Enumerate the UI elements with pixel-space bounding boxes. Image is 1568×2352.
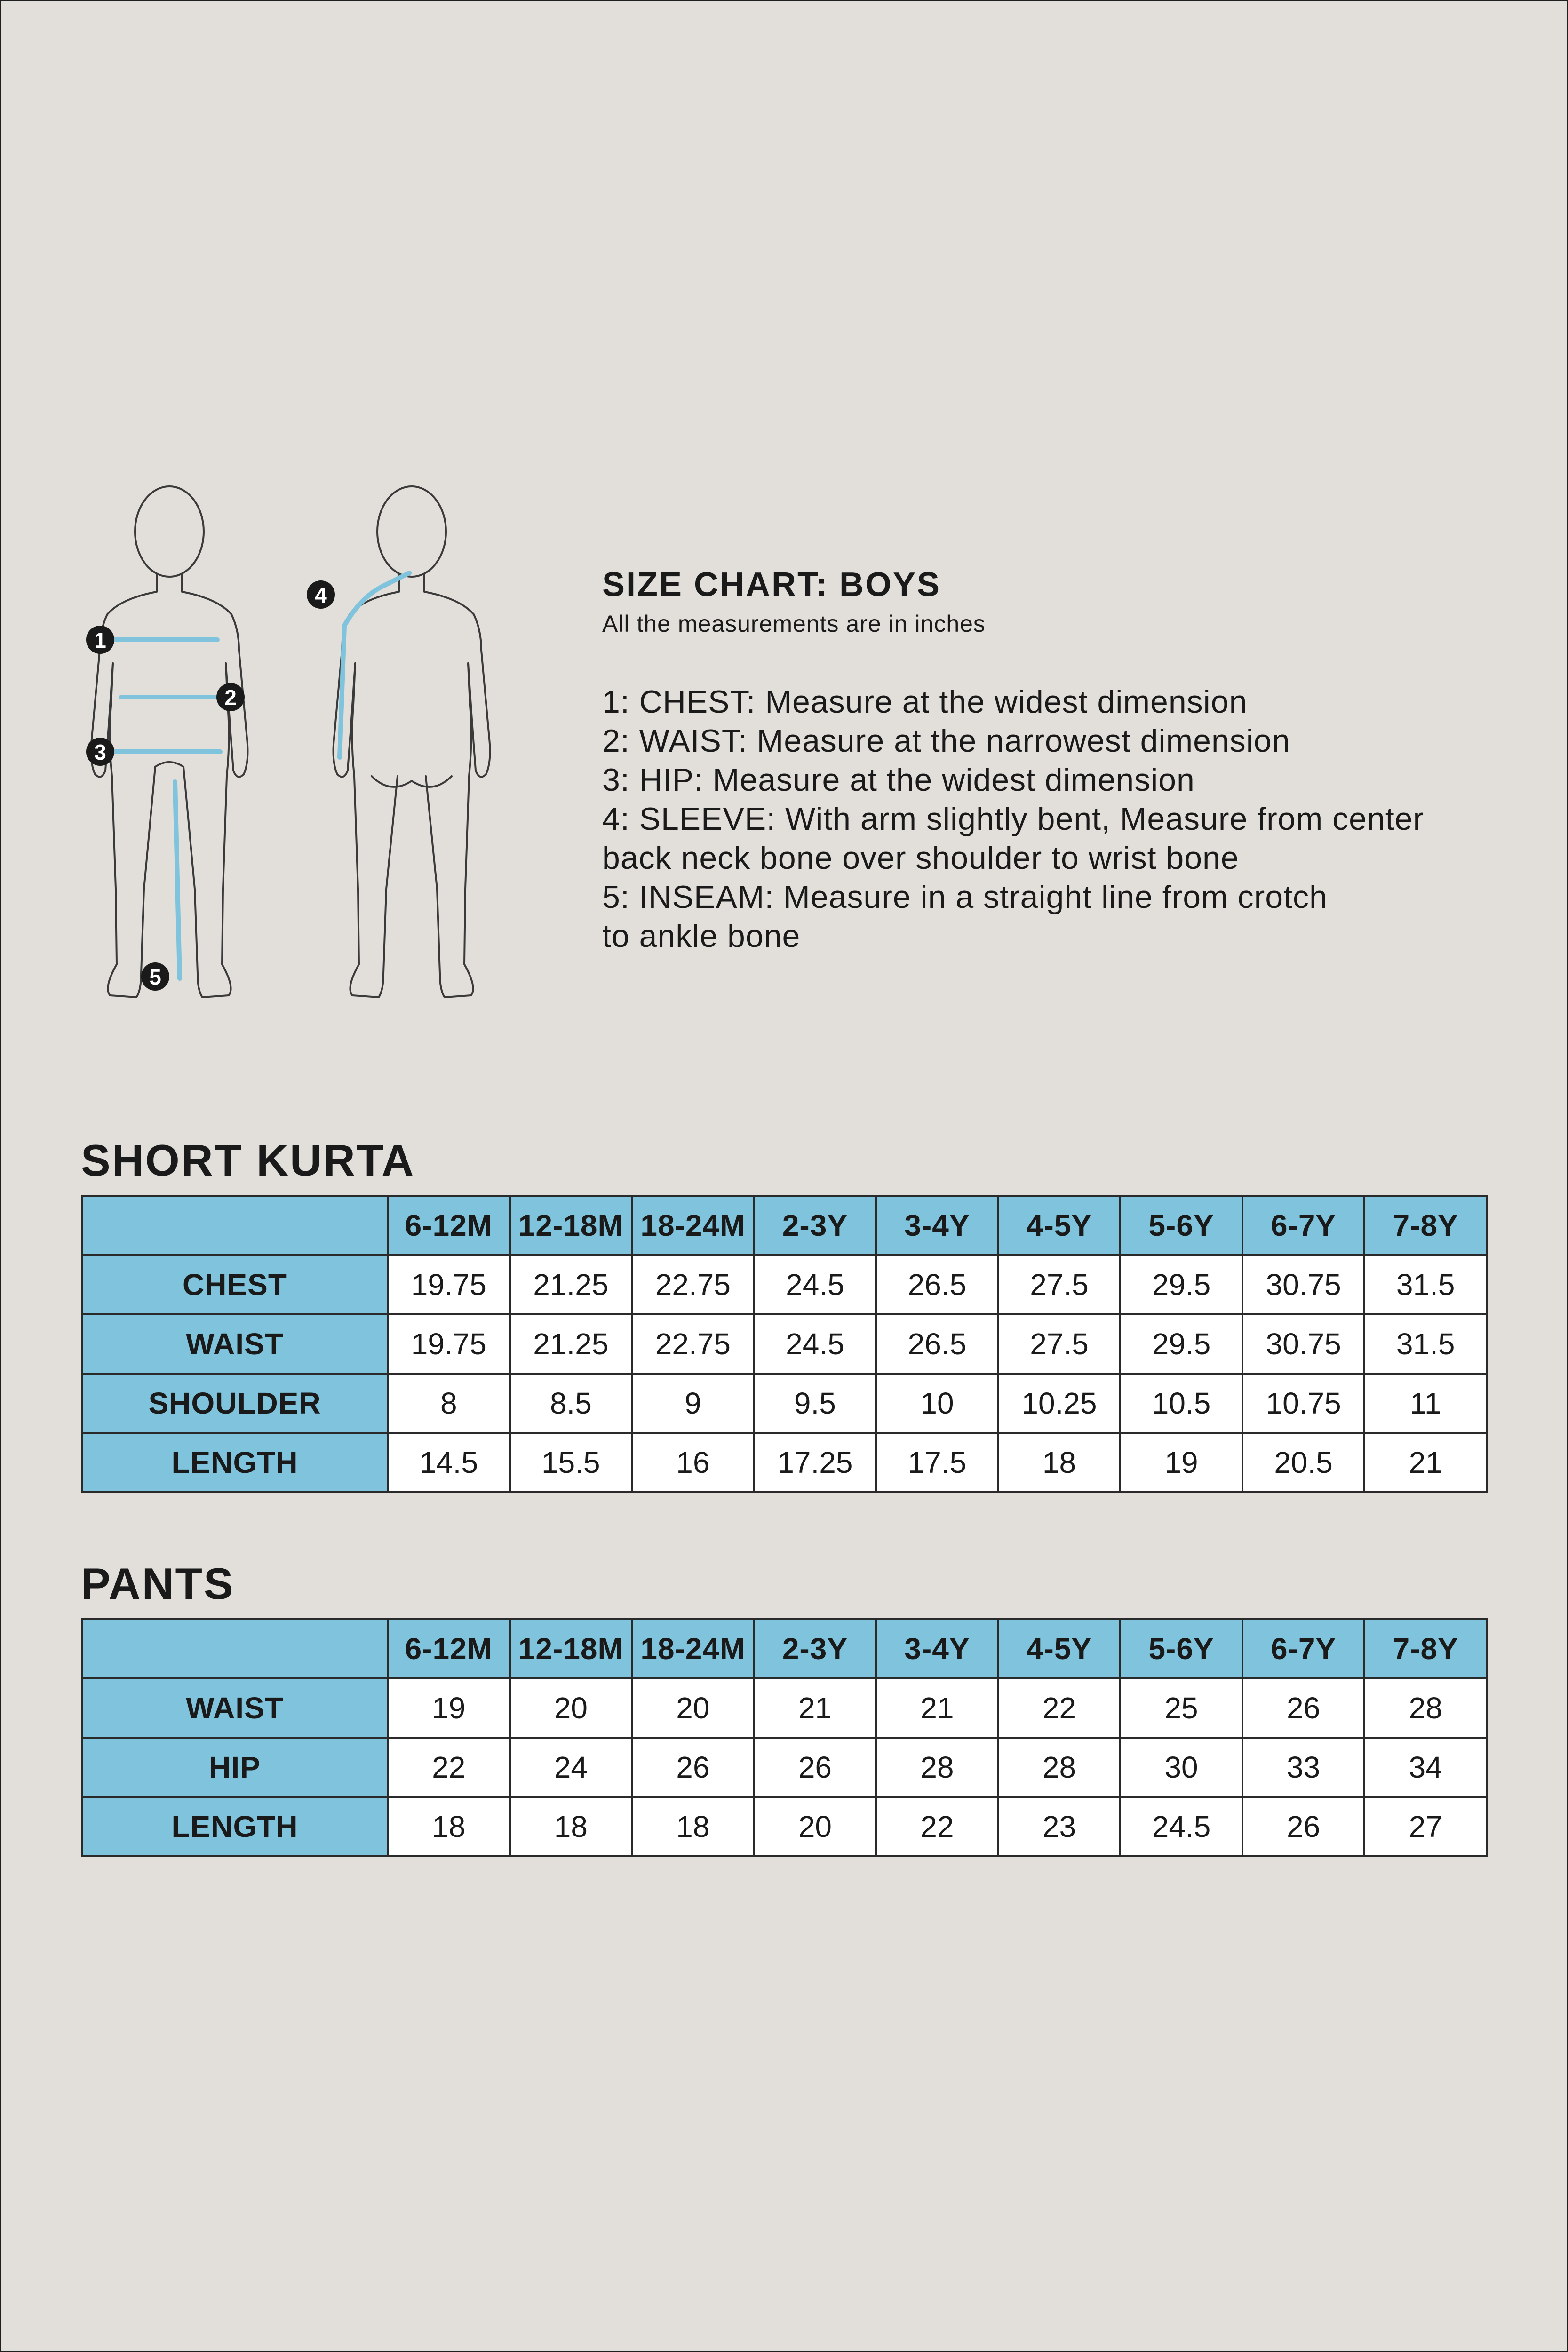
table-cell: 22	[388, 1738, 510, 1797]
table-cell: 11	[1364, 1374, 1487, 1433]
note-line: to ankle bone	[602, 918, 801, 954]
short-kurta-title: SHORT KURTA	[81, 1136, 415, 1185]
size-header: 2-3Y	[754, 1619, 876, 1678]
table-cell: 26	[632, 1738, 754, 1797]
size-header: 3-4Y	[876, 1619, 998, 1678]
table-cell: 34	[1364, 1738, 1487, 1797]
back-figure	[334, 486, 490, 997]
table-cell: 19	[388, 1678, 510, 1738]
marker-2-label: 2	[224, 685, 237, 710]
size-header: 18-24M	[632, 1619, 754, 1678]
table-cell: 24.5	[754, 1314, 876, 1374]
table-cell: 18	[998, 1433, 1121, 1492]
table-cell: 18	[388, 1797, 510, 1856]
table-header-row	[82, 1619, 1487, 1678]
table-cell: 28	[1364, 1678, 1487, 1738]
table-cell: 25	[1120, 1678, 1242, 1738]
table-row	[82, 1433, 1487, 1492]
note-line: 3: HIP: Measure at the widest dimension	[602, 762, 1195, 798]
table-cell: 22.75	[632, 1314, 754, 1374]
marker-3	[86, 738, 114, 766]
table-cell: 18	[632, 1797, 754, 1856]
table-cell: 24.5	[754, 1255, 876, 1314]
table-row	[82, 1678, 1487, 1738]
table-row	[82, 1255, 1487, 1314]
note-line: 4: SLEEVE: With arm slightly bent, Measure from center	[602, 801, 1425, 837]
table-cell: 20	[754, 1797, 876, 1856]
table-cell: 20	[632, 1678, 754, 1738]
size-header: 6-7Y	[1242, 1196, 1365, 1255]
note-line: 1: CHEST: Measure at the widest dimension	[602, 684, 1248, 720]
row-label: LENGTH	[82, 1797, 388, 1856]
size-header: 6-12M	[388, 1196, 510, 1255]
size-header: 3-4Y	[876, 1196, 998, 1255]
table-cell: 20	[510, 1678, 632, 1738]
table-cell: 24.5	[1120, 1797, 1242, 1856]
size-header: 4-5Y	[998, 1196, 1121, 1255]
pants-title: PANTS	[81, 1559, 235, 1608]
table-cell: 26	[1242, 1678, 1365, 1738]
table-cell: 30.75	[1242, 1255, 1365, 1314]
table-cell: 19.75	[388, 1255, 510, 1314]
row-label: HIP	[82, 1738, 388, 1797]
table-cell: 26.5	[876, 1314, 998, 1374]
table-cell: 9.5	[754, 1374, 876, 1433]
size-header: 4-5Y	[998, 1619, 1121, 1678]
table-cell: 26.5	[876, 1255, 998, 1314]
table-cell: 16	[632, 1433, 754, 1492]
table-cell: 30	[1120, 1738, 1242, 1797]
note-line: 2: WAIST: Measure at the narrowest dimension	[602, 723, 1290, 759]
short-kurta-table	[81, 1195, 1488, 1493]
table-cell: 28	[998, 1738, 1121, 1797]
size-header: 7-8Y	[1364, 1196, 1487, 1255]
table-cell: 26	[1242, 1797, 1365, 1856]
table-cell: 23	[998, 1797, 1121, 1856]
size-header: 18-24M	[632, 1196, 754, 1255]
row-label: LENGTH	[82, 1433, 388, 1492]
marker-3-label: 3	[94, 740, 106, 764]
table-cell: 8.5	[510, 1374, 632, 1433]
note-line: 5: INSEAM: Measure in a straight line from crotch	[602, 879, 1328, 915]
table-cell: 20.5	[1242, 1433, 1365, 1492]
table-row	[82, 1738, 1487, 1797]
row-label: CHEST	[82, 1255, 388, 1314]
table-cell: 10.25	[998, 1374, 1121, 1433]
table-cell: 22	[998, 1678, 1121, 1738]
corner-cell	[82, 1196, 388, 1255]
table-cell: 28	[876, 1738, 998, 1797]
marker-1-label: 1	[94, 628, 106, 652]
note-line: back neck bone over shoulder to wrist bone	[602, 840, 1239, 876]
table-cell: 17.5	[876, 1433, 998, 1492]
table-cell: 8	[388, 1374, 510, 1433]
table-row	[82, 1797, 1487, 1856]
table-cell: 31.5	[1364, 1255, 1487, 1314]
marker-4-label: 4	[315, 583, 327, 607]
table-cell: 26	[754, 1738, 876, 1797]
marker-5-label: 5	[149, 965, 161, 989]
row-label: SHOULDER	[82, 1374, 388, 1433]
marker-5	[141, 962, 169, 991]
table-cell: 21	[876, 1678, 998, 1738]
marker-2	[216, 683, 245, 711]
table-cell: 10	[876, 1374, 998, 1433]
table-cell: 10.5	[1120, 1374, 1242, 1433]
size-header: 6-7Y	[1242, 1619, 1365, 1678]
table-cell: 18	[510, 1797, 632, 1856]
table-cell: 29.5	[1120, 1255, 1242, 1314]
table-cell: 19.75	[388, 1314, 510, 1374]
marker-4	[307, 580, 335, 609]
table-cell: 10.75	[1242, 1374, 1365, 1433]
front-figure	[91, 486, 248, 997]
measure-lines-front	[103, 640, 228, 978]
measurement-notes	[602, 683, 1520, 956]
table-cell: 31.5	[1364, 1314, 1487, 1374]
table-cell: 27.5	[998, 1314, 1121, 1374]
row-label: WAIST	[82, 1314, 388, 1374]
table-cell: 19	[1120, 1433, 1242, 1492]
size-header: 7-8Y	[1364, 1619, 1487, 1678]
row-label: WAIST	[82, 1678, 388, 1738]
marker-1	[86, 626, 114, 654]
size-chart-info	[602, 564, 1520, 956]
size-header: 2-3Y	[754, 1196, 876, 1255]
inseam-line	[175, 782, 180, 978]
table-cell: 30.75	[1242, 1314, 1365, 1374]
table-cell: 22.75	[632, 1255, 754, 1314]
table-cell: 24	[510, 1738, 632, 1797]
table-cell: 15.5	[510, 1433, 632, 1492]
table-cell: 27.5	[998, 1255, 1121, 1314]
table-header-row	[82, 1196, 1487, 1255]
table-cell: 27	[1364, 1797, 1487, 1856]
pants-table	[81, 1618, 1488, 1857]
table-cell: 33	[1242, 1738, 1365, 1797]
table-cell: 14.5	[388, 1433, 510, 1492]
table-cell: 21.25	[510, 1314, 632, 1374]
table-cell: 9	[632, 1374, 754, 1433]
table-row	[82, 1374, 1487, 1433]
corner-cell	[82, 1619, 388, 1678]
size-header: 6-12M	[388, 1619, 510, 1678]
table-cell: 17.25	[754, 1433, 876, 1492]
table-cell: 22	[876, 1797, 998, 1856]
size-header: 12-18M	[510, 1619, 632, 1678]
page-title: SIZE CHART: BOYS	[602, 566, 941, 604]
table-cell: 21	[1364, 1433, 1487, 1492]
size-header: 12-18M	[510, 1196, 632, 1255]
page-subtitle: All the measurements are in inches	[602, 611, 986, 637]
size-header: 5-6Y	[1120, 1196, 1242, 1255]
table-cell: 29.5	[1120, 1314, 1242, 1374]
measurement-figures	[71, 475, 541, 1016]
table-cell: 21	[754, 1678, 876, 1738]
table-row	[82, 1314, 1487, 1374]
size-header: 5-6Y	[1120, 1619, 1242, 1678]
table-cell: 21.25	[510, 1255, 632, 1314]
